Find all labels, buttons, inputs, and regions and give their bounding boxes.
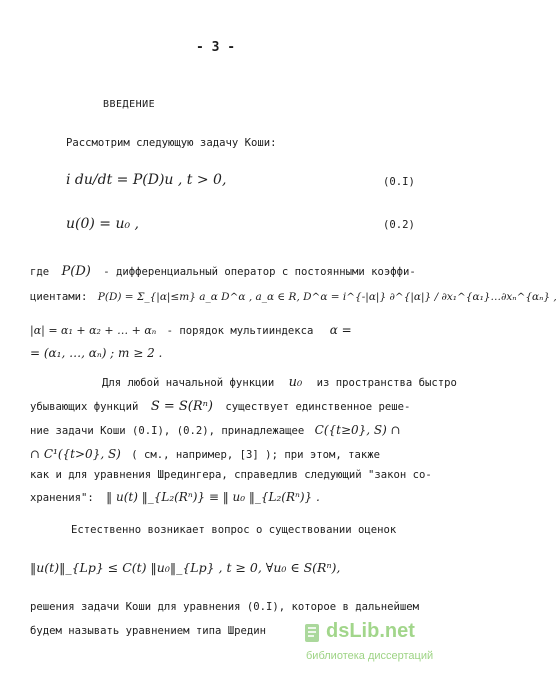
text: ( см., например, [3] ); при этом, также	[131, 449, 380, 461]
math-inline: P(D)	[61, 264, 91, 279]
text: - порядок мультииндекса	[166, 325, 314, 337]
math-inline: α =	[329, 323, 352, 337]
watermark-logo-icon	[304, 622, 322, 644]
math-inline: = (α₁, …, αₙ) ; m ≥ 2 .	[30, 346, 163, 360]
equation-0-1: i du/dt = P(D)u , t > 0,	[66, 172, 227, 188]
math-inline: S = S(Rⁿ)	[150, 399, 213, 414]
text: решения задачи Коши для уравнения (0.I), которое в дальнейшем	[30, 601, 420, 613]
equation-estimate: ‖u(t)‖_{Lp} ≤ C(t) ‖u₀‖_{Lp} , t ≥ 0, ∀u₀ ∈ S(Rⁿ),	[30, 560, 341, 575]
text: существует единственное реше-	[225, 401, 411, 413]
equation-0-1-number: (0.I)	[383, 176, 415, 188]
math-inline: ∩ C¹({t>0}, S)	[30, 447, 121, 461]
equation-0-2: u(0) = u₀ ,	[66, 216, 140, 232]
section-heading: ВВЕДЕНИЕ	[103, 99, 156, 110]
intro-line: Рассмотрим следующую задачу Коши:	[66, 137, 277, 149]
math-inline: u₀	[288, 375, 303, 390]
text: как и для уравнения Шредингера, справедлив следующий "закон со-	[30, 469, 432, 481]
text: убывающих функций	[30, 401, 139, 413]
math-inline: |α| = α₁ + α₂ + … + αₙ	[30, 324, 157, 337]
watermark-site: dsLib.net	[326, 620, 415, 642]
text: где	[30, 266, 50, 278]
text: Для любой начальной функции	[102, 377, 275, 389]
math-inline: P(D) = Σ_{|α|≤m} a_α D^α , a_α ∈ R, D^α = i^{-|α|} ∂^{|α|} / ∂x₁^{α₁}…∂xₙ^{αₙ} ,	[97, 291, 557, 303]
text: циентами:	[30, 291, 88, 303]
text: будем называть уравнением типа Шредин	[30, 625, 266, 637]
math-inline: C({t≥0}, S) ∩	[314, 423, 401, 437]
watermark-caption: библиотека диссертаций	[306, 650, 434, 662]
text: ние задачи Коши (0.I), (0.2), принадлежащее	[30, 425, 305, 437]
text: хранения":	[30, 492, 94, 504]
text: из пространства быстро	[316, 377, 457, 389]
paragraph-question: Естественно возникает вопрос о существовании оценок	[71, 524, 397, 536]
page-number: - 3 -	[196, 40, 236, 55]
math-inline: ‖ u(t) ‖_{L₂(Rⁿ)} ≡ ‖ u₀ ‖_{L₂(Rⁿ)} .	[106, 490, 320, 504]
text: - дифференциальный оператор с постоянными коэффи-	[103, 266, 416, 278]
equation-0-2-number: (0.2)	[383, 219, 415, 231]
watermark	[300, 616, 446, 666]
